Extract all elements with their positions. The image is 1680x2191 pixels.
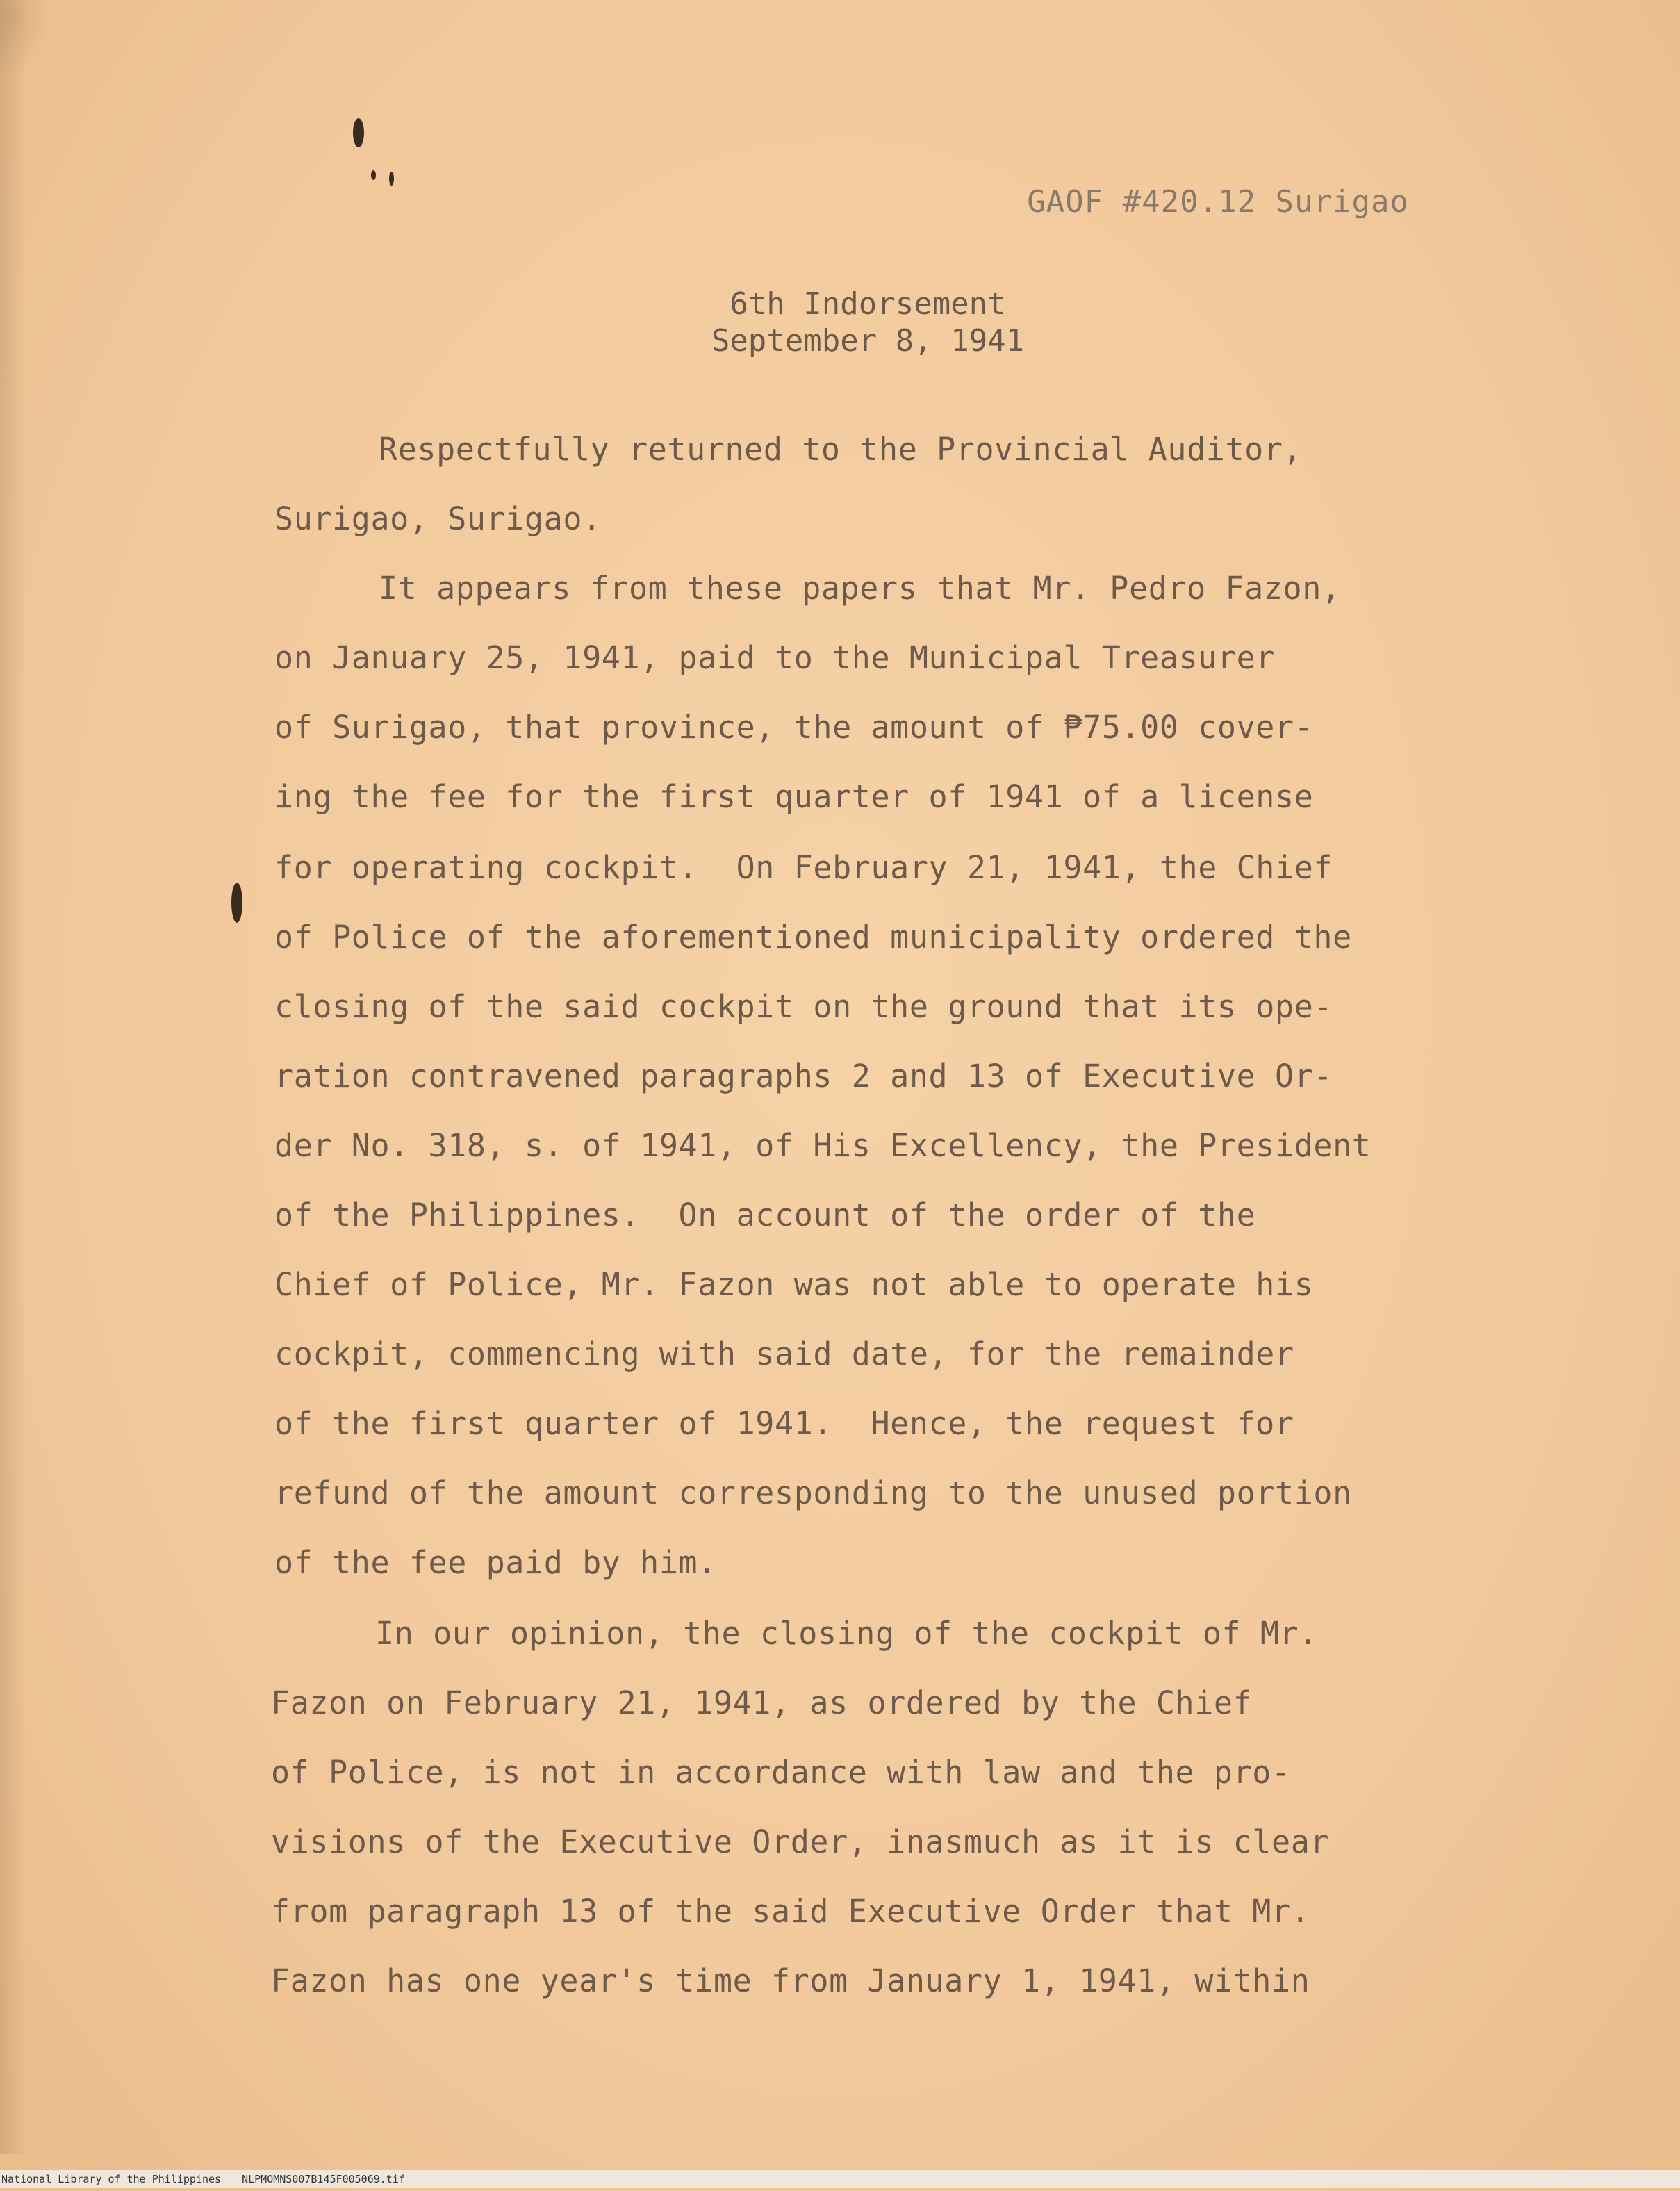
indorsement-title: 6th Indorsement <box>730 286 1006 322</box>
body-line: Surigao, Surigao. <box>274 500 602 537</box>
scan-footer <box>0 2170 1680 2188</box>
body-line: Chief of Police, Mr. Fazon was not able to operate his <box>274 1266 1314 1303</box>
body-line: of Police of the aforementioned municipality ordered the <box>274 919 1352 955</box>
ink-mark <box>389 172 394 186</box>
ink-mark <box>231 883 242 923</box>
body-line: ing the fee for the first quarter of 1941 of a license <box>274 778 1314 815</box>
body-line: Respectfully returned to the Provincial Auditor, <box>379 431 1303 468</box>
body-line: closing of the said cockpit on the ground that its ope- <box>274 988 1333 1025</box>
body-line: of the first quarter of 1941. Hence, the request for <box>274 1405 1294 1442</box>
body-line: on January 25, 1941, paid to the Municipal Treasurer <box>274 639 1275 676</box>
body-line: from paragraph 13 of the said Executive Order that Mr. <box>271 1893 1310 1930</box>
file-reference: GAOF #420.12 Surigao <box>1027 184 1409 220</box>
body-line: It appears from these papers that Mr. Pedro Fazon, <box>379 570 1341 607</box>
body-line: refund of the amount corresponding to the unused portion <box>274 1475 1352 1511</box>
ink-mark <box>353 118 364 147</box>
corner-stain <box>0 0 49 76</box>
body-line: ration contravened paragraphs 2 and 13 of Executive Or- <box>274 1058 1333 1094</box>
indorsement-date: September 8, 1941 <box>711 323 1025 359</box>
footer-institution: National Library of the Philippines <box>1 2173 222 2185</box>
body-line: Fazon has one year's time from January 1, 1941, within <box>271 1962 1310 1999</box>
body-line: for operating cockpit. On February 21, 1941, the Chief <box>274 849 1333 886</box>
body-line: of Police, is not in accordance with law and the pro- <box>271 1754 1291 1791</box>
body-line: der No. 318, s. of 1941, of His Excellency, the President <box>274 1127 1372 1164</box>
body-line: of the Philippines. On account of the order of the <box>274 1197 1256 1233</box>
body-line: Fazon on February 21, 1941, as ordered by the Chief <box>271 1684 1253 1721</box>
body-line: cockpit, commencing with said date, for the remainder <box>274 1336 1294 1372</box>
ink-mark <box>371 170 376 180</box>
page-edge-shadow <box>0 0 26 2154</box>
footer-filename: NLPMOMNS007B145F005069.tif <box>242 2173 405 2185</box>
body-line: In our opinion, the closing of the cockpit of Mr. <box>375 1615 1318 1652</box>
body-line: of Surigao, that province, the amount of ₱75.00 cover- <box>274 709 1314 746</box>
body-line: of the fee paid by him. <box>274 1544 717 1581</box>
body-line: visions of the Executive Order, inasmuch as it is clear <box>271 1823 1330 1860</box>
